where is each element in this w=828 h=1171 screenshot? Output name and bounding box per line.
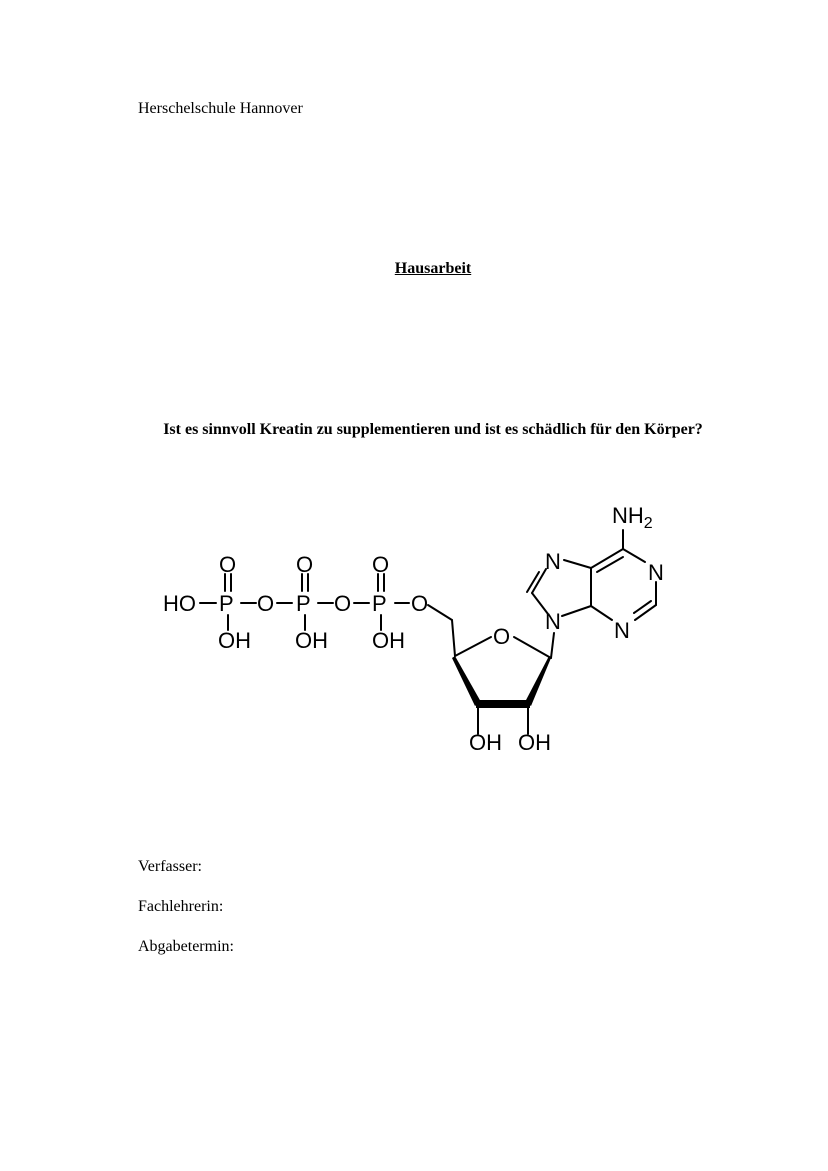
atom-label-oh: OH xyxy=(295,628,328,653)
school-name: Herschelschule Hannover xyxy=(138,100,303,117)
bond xyxy=(623,549,645,562)
bond xyxy=(591,606,612,620)
document-title: Ist es sinnvoll Kreatin zu supplementieren und ist es schädlich für den Körper? xyxy=(163,421,703,438)
atom-label-o: O xyxy=(219,552,237,577)
bond xyxy=(562,606,591,616)
atom-label-oh: OH xyxy=(372,628,405,653)
atom-label-o: O xyxy=(296,552,314,577)
atom-label-p: P xyxy=(296,591,311,616)
atom-label-oh: OH xyxy=(469,730,502,755)
atom-label-p: P xyxy=(219,591,234,616)
bond xyxy=(527,572,539,592)
atp-structure-diagram xyxy=(150,495,680,765)
bond xyxy=(564,560,591,568)
atom-label-o: O xyxy=(372,552,390,577)
document-type-heading: Hausarbeit xyxy=(394,260,472,277)
atom-label-n: N xyxy=(545,549,561,574)
bond xyxy=(514,637,551,658)
bond xyxy=(597,557,623,572)
atom-label-n: N xyxy=(545,609,561,634)
atom-label-oh: OH xyxy=(518,730,551,755)
bond xyxy=(452,620,455,656)
teacher-field-label: Fachlehrerin: xyxy=(138,898,224,915)
atom-label-n: N xyxy=(614,618,630,643)
wedge-bond xyxy=(525,656,551,706)
bond xyxy=(428,605,452,620)
author-field-label: Verfasser: xyxy=(138,858,202,875)
atom-label-nh2: $NH_2$ xyxy=(612,503,653,532)
atom-label-o: O xyxy=(257,591,275,616)
bond xyxy=(551,633,554,658)
atom-label-n: N xyxy=(648,560,664,585)
atom-label-ho: HO xyxy=(163,591,196,616)
atom-label-o: O xyxy=(493,624,511,649)
wedge-bond xyxy=(476,700,530,708)
bond xyxy=(455,637,491,656)
bond xyxy=(635,605,656,620)
atom-label-p: P xyxy=(372,591,387,616)
atom-label-oh: OH xyxy=(218,628,251,653)
wedge-bond xyxy=(452,656,481,706)
due-date-field-label: Abgabetermin: xyxy=(138,938,234,955)
atom-label-o: O xyxy=(411,591,429,616)
atom-label-o: O xyxy=(334,591,352,616)
